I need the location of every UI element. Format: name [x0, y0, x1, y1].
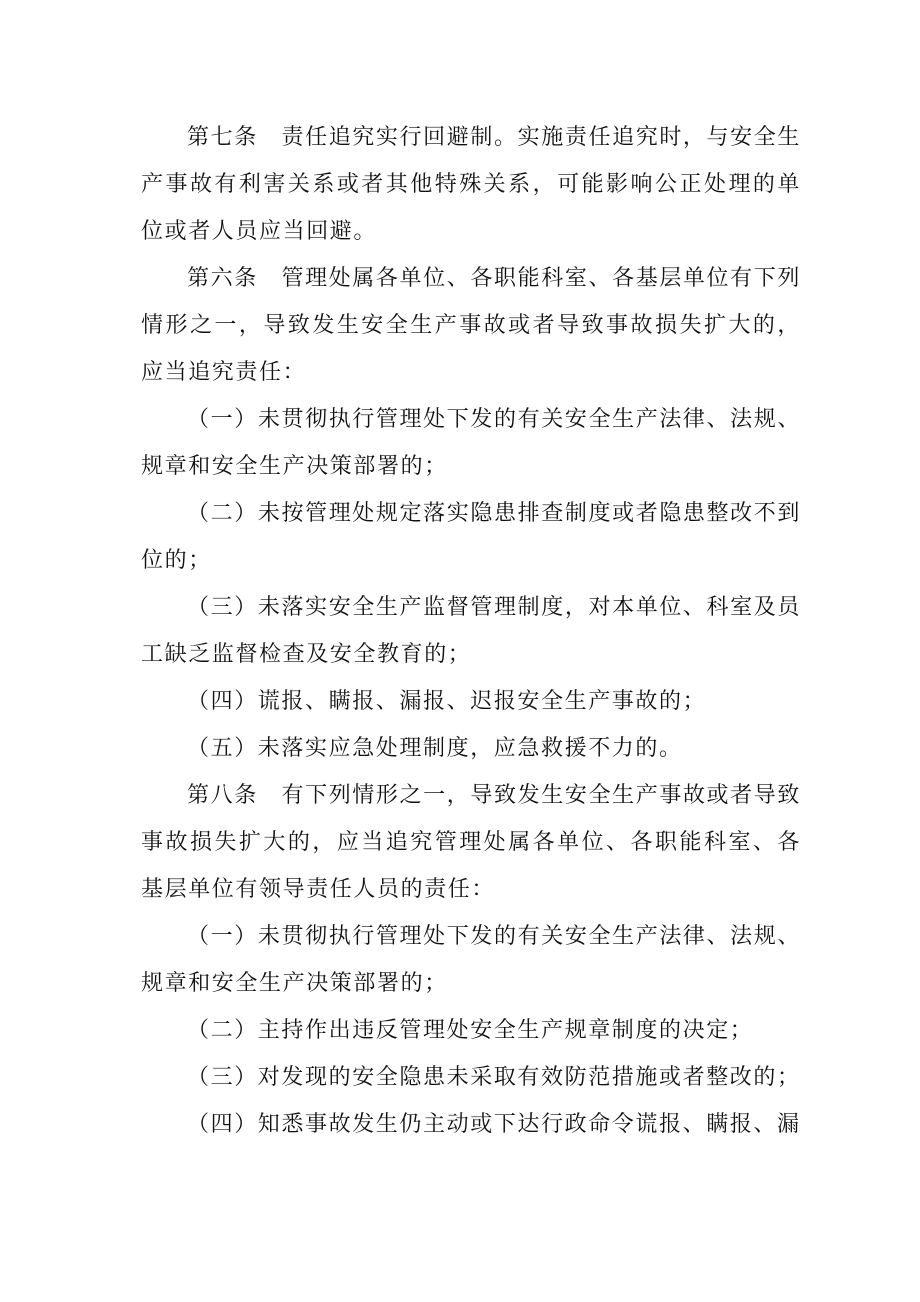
article-6-item-3: （三）未落实安全生产监督管理制度，对本单位、科室及员工缺乏监督检查及安全教育的；	[141, 595, 801, 667]
article-6-item-2: （二）未按管理处规定落实隐患排查制度或者隐患整改不到位的；	[141, 501, 801, 573]
article-8-item-3: （三）对发现的安全隐患未采取有效防范措施或者整改的；	[187, 1065, 801, 1090]
article-6-item-1: （一）未贯彻执行管理处下发的有关安全生产法律、法规、规章和安全生产决策部署的；	[141, 407, 801, 479]
article-6-item-4: （四）谎报、瞒报、漏报、迟报安全生产事故的；	[187, 689, 707, 714]
article-6-paragraph: 第六条 管理处属各单位、各职能科室、各基层单位有下列情形之一，导致发生安全生产事故或者导致事故损失扩大的，应当追究责任：	[141, 266, 801, 385]
article-6-item-5: （五）未落实应急处理制度，应急救援不力的。	[187, 736, 683, 761]
article-7-paragraph: 第七条 责任追究实行回避制。实施责任追究时，与安全生产事故有利害关系或者其他特殊关系，可能影响公正处理的单位或者人员应当回避。	[141, 125, 801, 244]
article-8-item-4: （四）知悉事故发生仍主动或下达行政命令谎报、瞒报、漏	[187, 1112, 801, 1137]
article-8-item-2: （二）主持作出违反管理处安全生产规章制度的决定；	[187, 1018, 754, 1043]
article-8-item-1: （一）未贯彻执行管理处下发的有关安全生产法律、法规、规章和安全生产决策部署的；	[141, 924, 801, 996]
document-body	[141, 114, 801, 1148]
article-8-paragraph: 第八条 有下列情形之一，导致发生安全生产事故或者导致事故损失扩大的，应当追究管理处属各单位、各职能科室、各基层单位有领导责任人员的责任：	[141, 783, 801, 902]
